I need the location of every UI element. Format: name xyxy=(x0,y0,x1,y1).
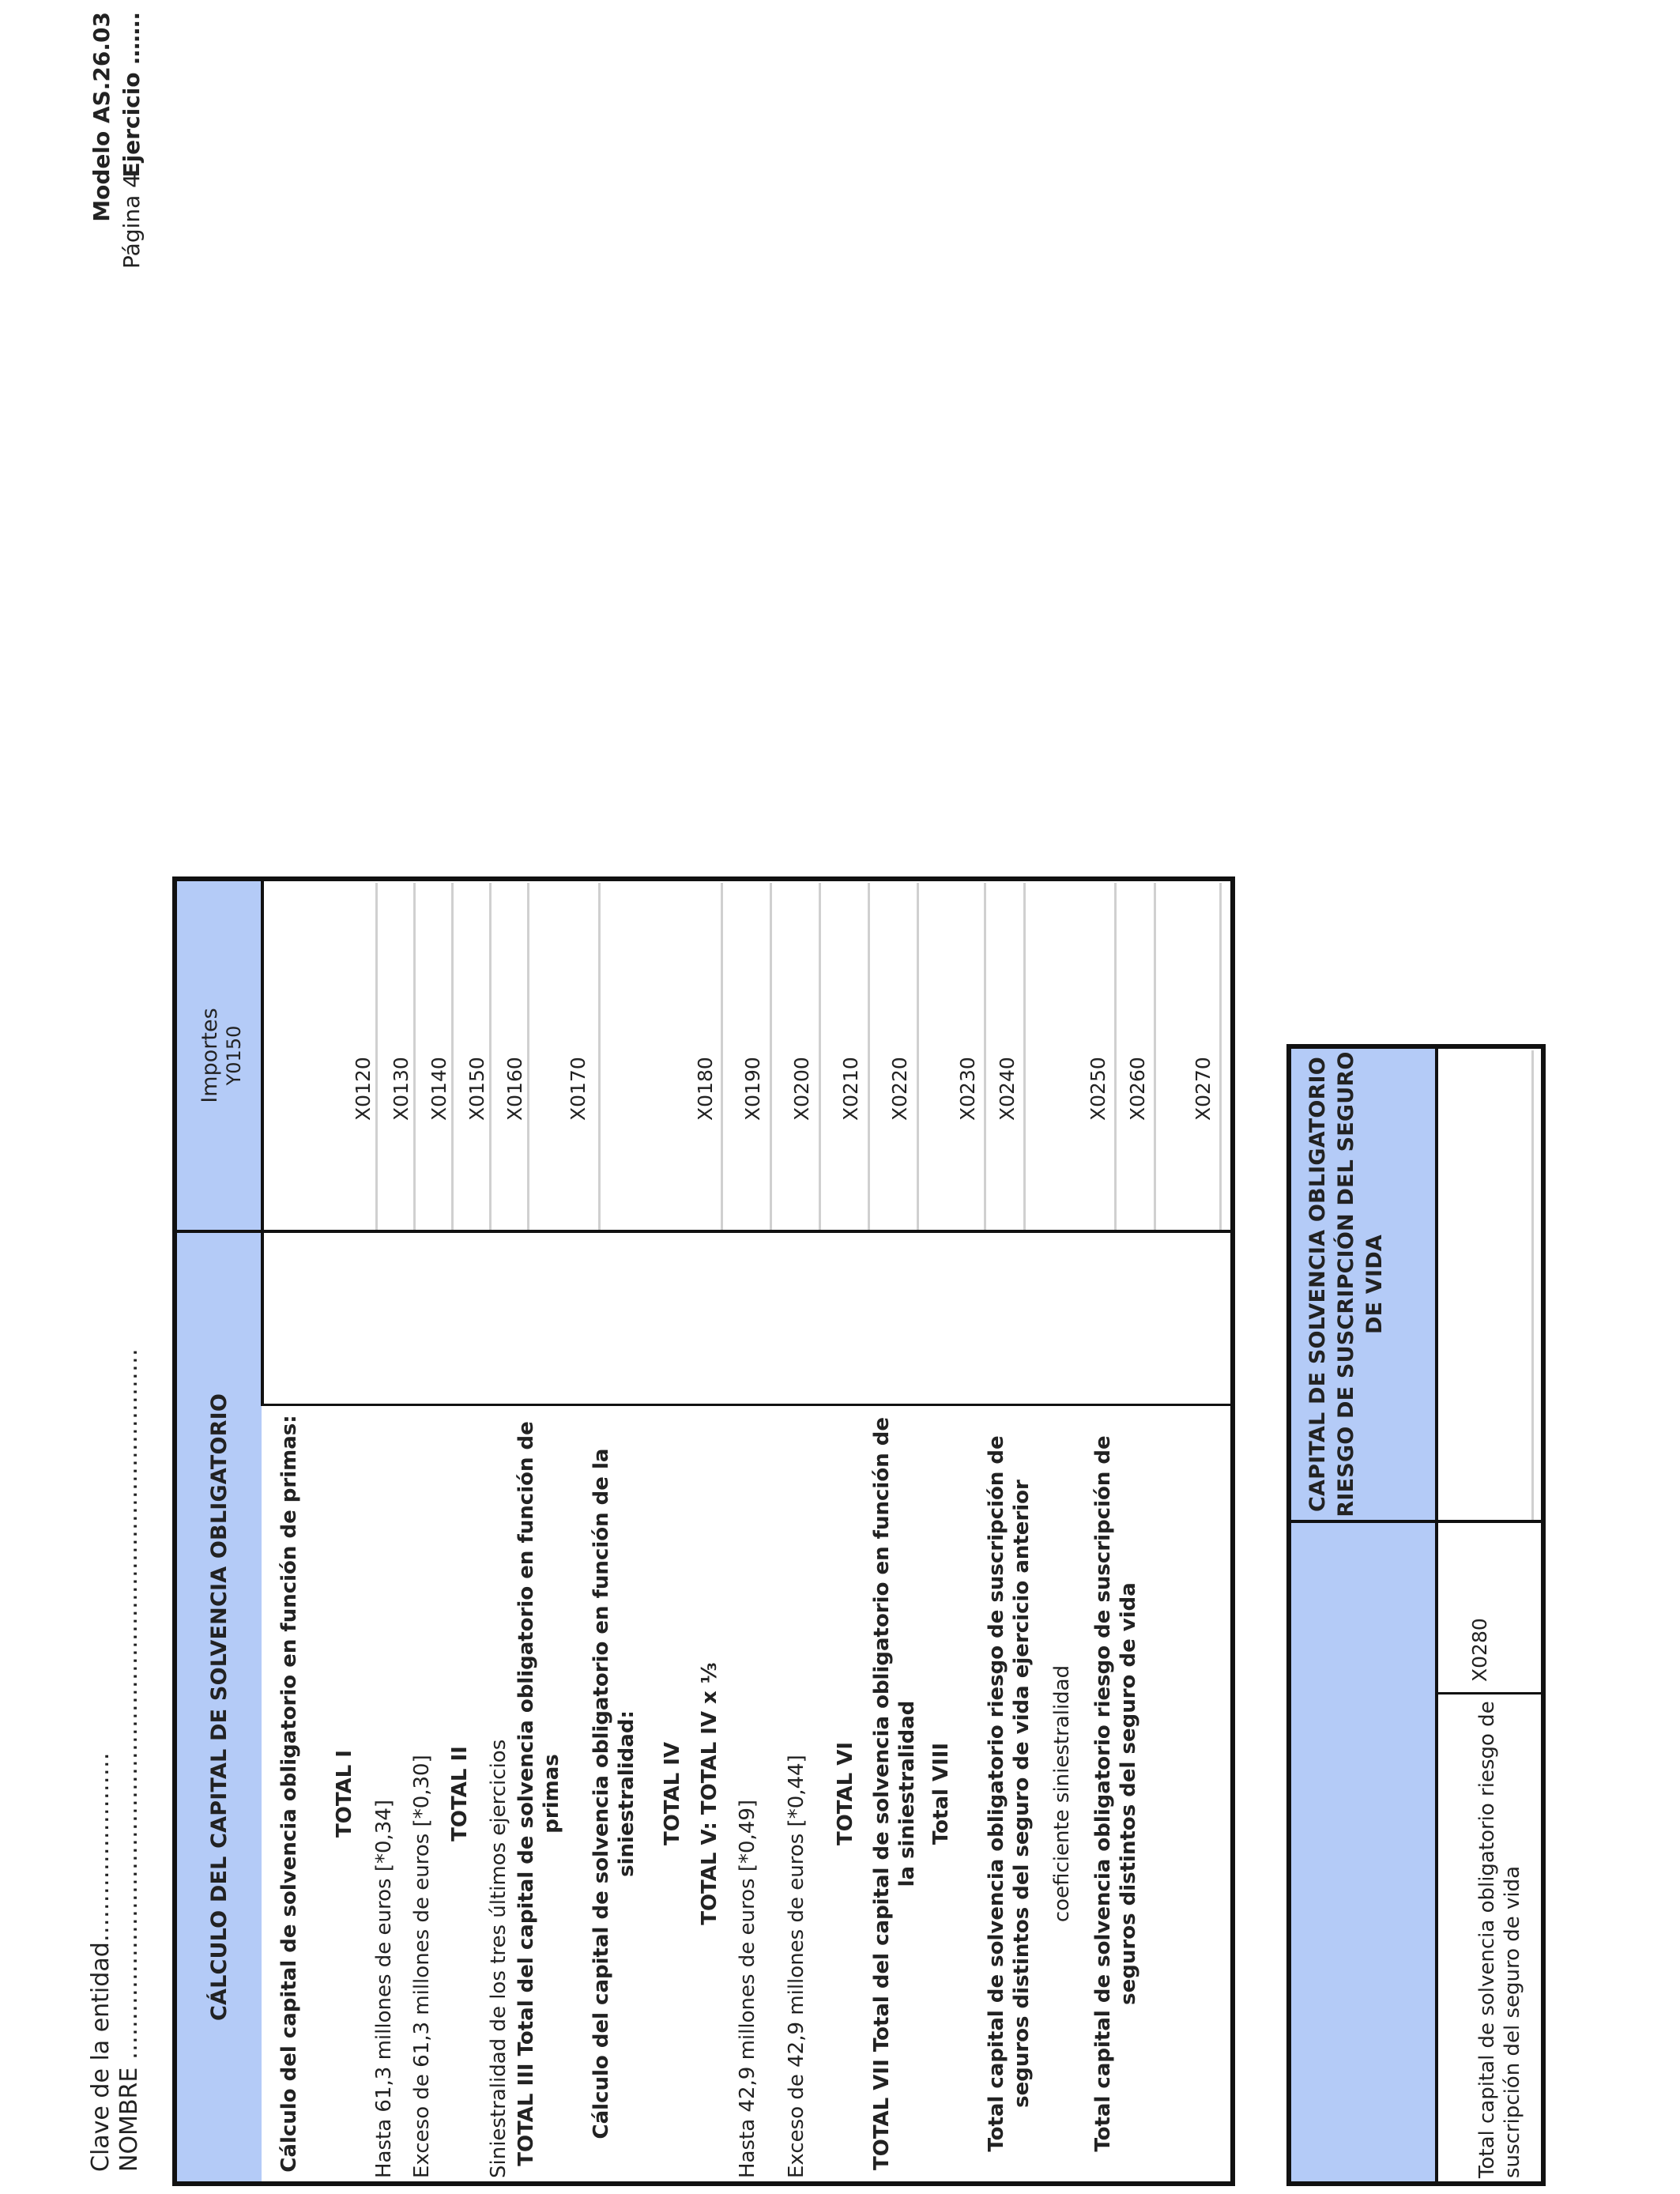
row-label-total-v: TOTAL V: TOTAL IV x ⅓ xyxy=(698,1662,721,1925)
amount-cell-x0140[interactable] xyxy=(451,883,454,1230)
row-label-hasta-42: Hasta 42,9 millones de euros [*0,49] xyxy=(736,1799,759,2178)
row-label-total-iv: TOTAL IV xyxy=(661,1741,684,1846)
code-x0260: X0260 xyxy=(1126,1057,1149,1121)
nombre-label: NOMBRE ……………………………………………………………………………… xyxy=(115,1348,143,2172)
row-label-total-distintos-vida: Total capital de solvencia obligatorio riesgo de suscripción de seguros distintos del seguro de vida xyxy=(1091,1435,1140,2152)
second-table-code-divider xyxy=(1438,1692,1541,1695)
amount-cell-x0150[interactable] xyxy=(489,883,492,1230)
amount-cell-x0200[interactable] xyxy=(819,883,821,1230)
code-x0150: X0150 xyxy=(465,1057,488,1121)
code-x0250: X0250 xyxy=(1087,1057,1109,1121)
amount-cell-x0160[interactable] xyxy=(527,883,529,1230)
amount-cell-x0280[interactable] xyxy=(1531,1050,1534,1520)
amounts-header: Importes xyxy=(198,1008,222,1103)
clave-entidad-label: Clave de la entidad…………………… xyxy=(87,1752,115,2172)
code-x0220: X0220 xyxy=(888,1057,911,1121)
row-label-siniestralidad-heading: Cálculo del capital de solvencia obligatorio en función de la siniestralidad: xyxy=(590,1448,638,2139)
code-x0270: X0270 xyxy=(1192,1057,1215,1121)
code-x0160: X0160 xyxy=(503,1057,526,1121)
second-table-divider xyxy=(1291,1520,1541,1523)
main-table-title: CÁLCULO DEL CAPITAL DE SOLVENCIA OBLIGATORIO xyxy=(207,1393,232,2022)
code-x0280: X0280 xyxy=(1468,1618,1491,1682)
amount-cell-x0260[interactable] xyxy=(1154,883,1156,1230)
amount-cell-x0130[interactable] xyxy=(413,883,416,1230)
amount-cell-x0170[interactable] xyxy=(598,883,601,1230)
row-label-total-viii: Total VIII xyxy=(929,1742,953,1845)
amount-cell-x0190[interactable] xyxy=(770,883,772,1230)
row-label-exceso-61: Exceso de 61,3 millones de euros [*0,30] xyxy=(410,1755,434,2178)
amount-cell-x0240[interactable] xyxy=(1023,883,1026,1230)
amount-cell-x0120[interactable] xyxy=(375,883,378,1230)
row-label-total-i: TOTAL I xyxy=(333,1750,356,1838)
header-separator xyxy=(261,881,264,1406)
amount-cell-x0230[interactable] xyxy=(984,883,986,1230)
codes-column-separator xyxy=(262,1404,1230,1406)
code-x0230: X0230 xyxy=(956,1057,979,1121)
amount-cell-x0210[interactable] xyxy=(868,883,870,1230)
code-x0240: X0240 xyxy=(996,1057,1019,1121)
pagina-label: Página 4 xyxy=(119,174,145,269)
code-x0170: X0170 xyxy=(567,1057,590,1121)
amount-cell-x0270[interactable] xyxy=(1219,883,1222,1230)
second-row-label: Total capital de solvencia obligatorio riesgo de suscripción del seguro de vida xyxy=(1475,1701,1524,2178)
code-x0190: X0190 xyxy=(741,1057,764,1121)
amount-cell-x0180[interactable] xyxy=(721,883,723,1230)
row-label-hasta-61: Hasta 61,3 millones de euros [*0,34] xyxy=(372,1799,396,2178)
second-table-title: CAPITAL DE SOLVENCIA OBLIGATORIO RIESGO DE SUSCRIPCIÓN DEL SEGURO DE VIDA xyxy=(1305,1051,1387,1517)
row-label-total-ii: TOTAL II xyxy=(448,1746,472,1842)
ejercicio-label: Ejercicio ……. xyxy=(119,12,145,178)
code-x0180: X0180 xyxy=(694,1057,717,1121)
row-label-coeficiente: coeficiente siniestralidad xyxy=(1050,1664,1074,1923)
amount-cell-x0250[interactable] xyxy=(1114,883,1117,1230)
row-label-total-iii: TOTAL III Total del capital de solvencia obligatorio en función de primas xyxy=(514,1421,563,2166)
amount-cell-x0220[interactable] xyxy=(917,883,919,1230)
modelo-label: Modelo AS.26.03 xyxy=(89,12,115,222)
row-label-total-vii: TOTAL VII Total del capital de solvencia obligatorio en función de la siniestralidad xyxy=(870,1417,919,2170)
row-label-exceso-42: Exceso de 42,9 millones de euros [*0,44] xyxy=(785,1755,808,2178)
amounts-code: Y0150 xyxy=(223,1025,245,1086)
row-label-primas-heading: Cálculo del capital de solvencia obligatorio en función de primas: xyxy=(277,1415,301,2173)
amounts-column-separator xyxy=(177,1230,1230,1233)
code-x0200: X0200 xyxy=(790,1057,813,1121)
row-label-total-vi: TOTAL VI xyxy=(834,1741,857,1846)
row-label-siniestralidad: Siniestralidad de los tres últimos ejercicios xyxy=(487,1739,510,2178)
code-x0130: X0130 xyxy=(390,1057,412,1121)
code-x0210: X0210 xyxy=(839,1057,862,1121)
second-table-row-separator xyxy=(1435,1049,1438,2181)
code-x0120: X0120 xyxy=(352,1057,375,1121)
code-x0140: X0140 xyxy=(428,1057,450,1121)
row-label-ejercicio-anterior: Total capital de solvencia obligatorio riesgo de suscripción de seguros distintos del seguro de vida ejercicio anterior xyxy=(985,1435,1034,2152)
